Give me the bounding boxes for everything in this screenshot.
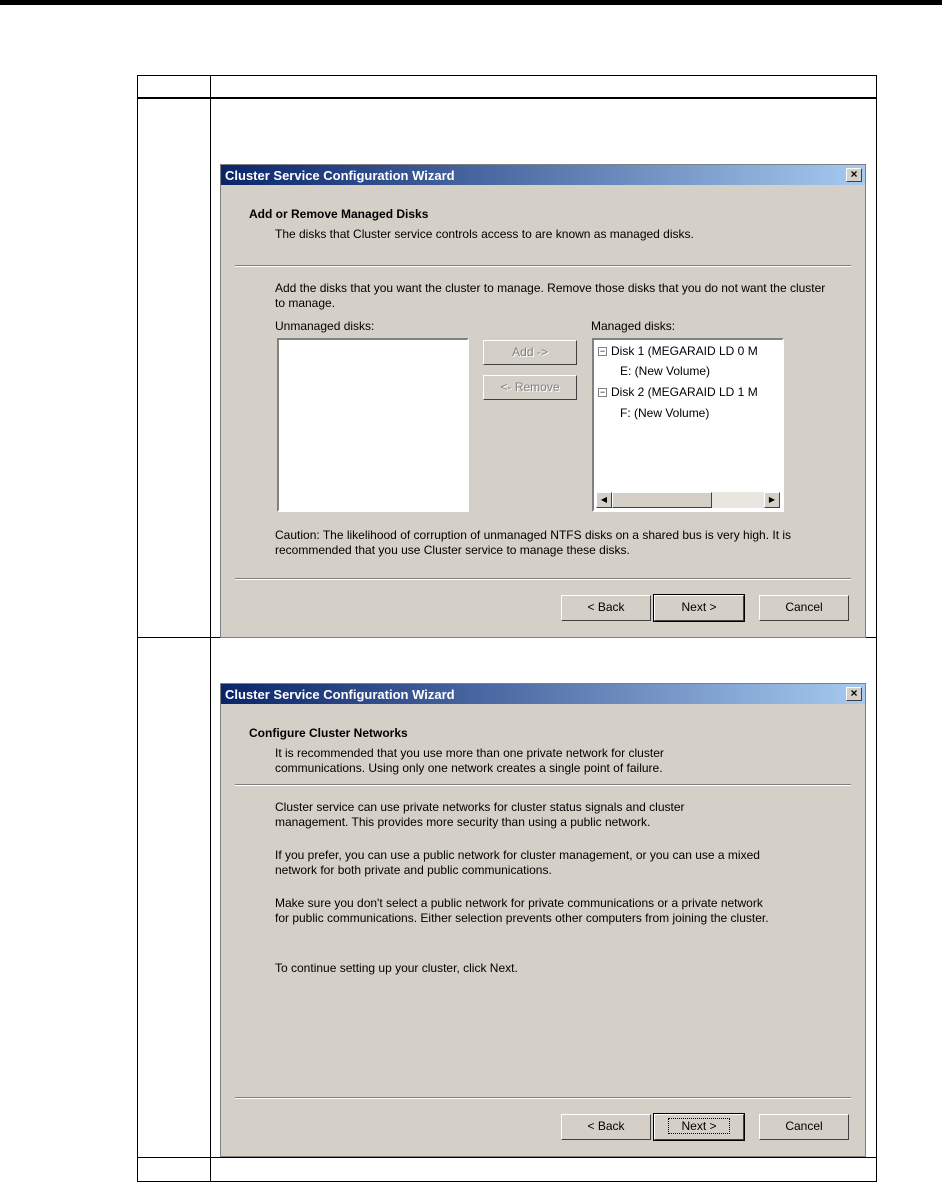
page-subtitle: It is recommended that you use more than one private network for cluster communications. Using only one network creates a single point of failure. bbox=[275, 746, 664, 775]
cancel-button[interactable]: Cancel bbox=[759, 595, 849, 621]
page-top-rule bbox=[0, 0, 942, 5]
next-button[interactable]: Next > bbox=[654, 595, 744, 621]
wizard-dialog-cluster-networks bbox=[220, 683, 866, 1157]
tree-item-disk-2[interactable] bbox=[598, 384, 758, 400]
tree-item-label: F: (New Volume) bbox=[620, 406, 710, 420]
add-button[interactable]: Add -> bbox=[483, 340, 577, 365]
scrollbar-thumb[interactable] bbox=[612, 492, 712, 508]
tree-view bbox=[598, 343, 780, 488]
unmanaged-disks-list[interactable] bbox=[277, 338, 469, 512]
tree-item-label: E: (New Volume) bbox=[620, 364, 711, 378]
instructions-text: Add the disks that you want the cluster to manage. Remove those disks that you do not want the cluster to manage. bbox=[275, 281, 826, 310]
caution-text: Caution: The likelihood of corruption of unmanaged NTFS disks on a shared bus is very high. It is recommended that you use Cluster service to manage these disks. bbox=[275, 528, 792, 557]
managed-disks-tree[interactable] bbox=[592, 338, 784, 512]
wizard-dialog-managed-disks bbox=[220, 164, 866, 638]
page-title: Add or Remove Managed Disks bbox=[249, 207, 429, 221]
page-title: Configure Cluster Networks bbox=[249, 726, 408, 740]
horizontal-scrollbar[interactable] bbox=[596, 492, 780, 508]
tree-item-volume-f[interactable] bbox=[620, 405, 709, 421]
next-button[interactable] bbox=[654, 1114, 744, 1140]
header-separator bbox=[235, 265, 851, 267]
table-row-divider bbox=[138, 1157, 876, 1158]
back-button[interactable]: < Back bbox=[561, 1114, 651, 1140]
header-separator bbox=[235, 784, 851, 786]
table-column-divider bbox=[210, 76, 211, 1181]
remove-button[interactable]: <- Remove bbox=[483, 375, 577, 400]
title-bar bbox=[221, 684, 865, 704]
tree-item-label: Disk 1 (MEGARAID LD 0 M bbox=[611, 344, 758, 358]
next-button-label: Next > bbox=[668, 1118, 729, 1134]
title-bar bbox=[221, 165, 865, 185]
back-button[interactable]: < Back bbox=[561, 595, 651, 621]
collapse-icon[interactable]: − bbox=[599, 346, 606, 357]
unmanaged-disks-label: Unmanaged disks: bbox=[275, 319, 375, 333]
tree-item-label: Disk 2 (MEGARAID LD 1 M bbox=[611, 385, 758, 399]
table-header-rule bbox=[138, 97, 876, 99]
footer-separator bbox=[235, 1097, 851, 1099]
continue-instruction: To continue setting up your cluster, click Next. bbox=[275, 961, 518, 975]
info-paragraph: Cluster service can use private networks for cluster status signals and cluster management. This provides more security than using a public network. bbox=[275, 800, 685, 829]
collapse-icon[interactable]: − bbox=[599, 387, 606, 398]
close-button[interactable]: × bbox=[846, 687, 862, 701]
managed-disks-label: Managed disks: bbox=[591, 319, 676, 333]
scroll-left-icon[interactable]: ◀ bbox=[596, 492, 612, 508]
close-button[interactable]: × bbox=[846, 168, 862, 182]
tree-item-volume-e[interactable] bbox=[620, 363, 710, 379]
tree-item-disk-1[interactable] bbox=[598, 343, 758, 359]
info-paragraph: If you prefer, you can use a public network for cluster management, or you can use a mixed network for both private and public communications. bbox=[275, 848, 760, 877]
cancel-button[interactable]: Cancel bbox=[759, 1114, 849, 1140]
page-subtitle: The disks that Cluster service controls access to are known as managed disks. bbox=[275, 227, 694, 241]
scroll-right-icon[interactable]: ▶ bbox=[764, 492, 780, 508]
dialog-title: Cluster Service Configuration Wizard bbox=[225, 168, 455, 183]
info-paragraph: Make sure you don't select a public network for private communications or a private network for public communications. Either selection prevents other computers from joining the cluster. bbox=[275, 896, 769, 925]
footer-separator bbox=[235, 578, 851, 580]
dialog-title: Cluster Service Configuration Wizard bbox=[225, 687, 455, 702]
